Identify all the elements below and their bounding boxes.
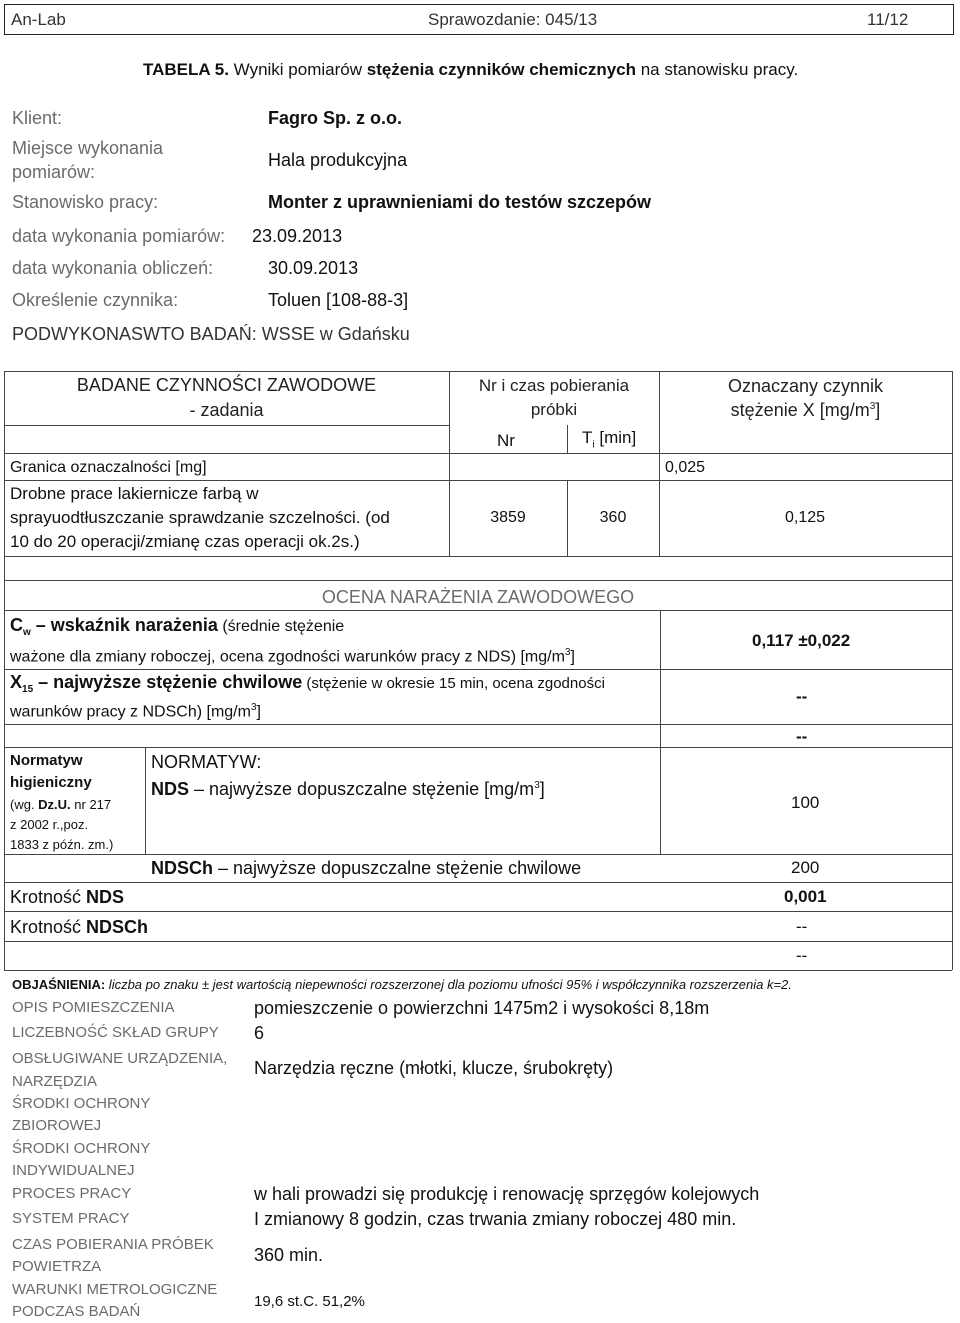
table-line: [4, 425, 449, 426]
normatyw-ref-c: nr 217: [70, 797, 112, 812]
explanation-label: OBJAŚNIENIA:: [12, 977, 106, 992]
table-line: [449, 371, 450, 556]
nds-unit-close: ]: [539, 779, 545, 799]
detail-value-process: w hali prowadzi się produkcję i renowację sprzęgów kolejowych: [254, 1184, 760, 1204]
detection-limit-value: 0,025: [665, 459, 706, 476]
table-line: [4, 480, 952, 481]
detail-value-metrology: 19,6 st.C. 51,2%: [254, 1293, 365, 1310]
location-value: Hala produkcyjna: [268, 150, 408, 170]
x15-symbol: X: [10, 672, 23, 692]
krotnosc-nds-label: [10, 887, 124, 908]
cw-desc-line2: [10, 647, 575, 666]
x15-desc-1: (stężenie w okresie 15 min, ocena zgodności: [302, 675, 605, 692]
nds-desc: – najwyższe dopuszczalne stężenie [mg/m: [189, 779, 535, 799]
assessment-line: [4, 854, 952, 855]
cw-unit-close: ]: [570, 648, 575, 666]
krotnosc-nds-bold: NDS: [86, 887, 125, 907]
assessment-line: [660, 610, 661, 854]
krotnosc-ndsch-bold: NDSCh: [86, 917, 149, 937]
subcontractor-line: PODWYKONASWTO BADAŃ: WSSE w Gdańsku: [12, 324, 410, 344]
detail-value-room: pomieszczenie o powierzchni 1475m2 i wysokości 8,18m: [254, 998, 710, 1018]
x15-value: --: [796, 687, 808, 706]
x15-unit-close: ]: [256, 703, 261, 721]
ti-subscript: i: [592, 439, 595, 451]
header-page-number: 11/12: [867, 10, 909, 29]
workstation-value: Monter z uprawnieniami do testów szczepów: [268, 192, 652, 212]
normatyw-label-3: [10, 797, 111, 812]
assessment-border-bottom: [4, 970, 952, 971]
col-activities-title: BADANE CZYNNOŚCI ZAWODOWE: [76, 375, 377, 395]
last-row-value: --: [796, 946, 808, 965]
nds-value: 100: [791, 793, 820, 812]
ti-symbol: T: [582, 428, 593, 447]
nds-label: NDS: [151, 779, 190, 799]
sample-nr-value: 3859: [490, 509, 526, 526]
explanation-text: liczba po znaku ± jest wartością niepewności rozszerzonej dla poziomu ufności 95% i współczynnika rozszerzenia k=2.: [105, 977, 792, 992]
assessment-line: [4, 941, 952, 942]
assessment-line: [4, 610, 952, 611]
concentration-value: 0,125: [785, 509, 826, 526]
location-label-line2: pomiarów:: [12, 162, 96, 182]
workstation-label: Stanowisko pracy:: [12, 192, 159, 212]
table-border-right: [952, 371, 953, 580]
col-agent-unit-sup: 3: [869, 401, 876, 412]
ndsch-value: 200: [791, 858, 820, 877]
x15-row-label: [10, 672, 605, 695]
assessment-title: OCENA NARAŻENIA ZAWODOWEGO: [321, 587, 635, 607]
location-label-line1: Miejsce wykonania: [12, 138, 164, 158]
assessment-border-right: [952, 580, 953, 970]
client-label: Klient:: [12, 108, 63, 128]
table-border-top: [4, 371, 952, 372]
task-line-1: Drobne prace lakiernicze farbą w: [10, 484, 259, 503]
table-title-part-a: Wyniki pomiarów: [228, 60, 367, 79]
cw-row-label: [10, 615, 344, 638]
nds-definition: [151, 779, 545, 800]
nds-unit-sup: 3: [534, 780, 540, 791]
normatyw-label-1: Normatyw: [10, 752, 83, 769]
col-sample-title: Nr i czas pobierania: [478, 376, 630, 395]
cw-value: 0,117 ±0,022: [752, 631, 851, 650]
assessment-line: [145, 747, 146, 854]
normatyw-label-2: higieniczny: [10, 774, 92, 791]
task-line-3: 10 do 20 operacji/zmianę czas operacji ok.2s.): [10, 532, 360, 551]
measurement-date-value: 23.09.2013: [252, 226, 343, 246]
cw-desc-1: (średnie stężenie: [217, 618, 345, 635]
sample-ti-value: 360: [599, 509, 627, 526]
cw-symbol: C: [10, 615, 23, 635]
table-line: [659, 480, 660, 556]
detail-value-group: 6: [254, 1023, 265, 1043]
header-report-number: Sprawozdanie: 045/13: [428, 10, 598, 29]
report-header: [4, 4, 954, 35]
krotnosc-nds-value: 0,001: [784, 887, 827, 906]
col-agent-unit: stężenie X $[mg/m^3]$: [730, 400, 881, 420]
ti-unit: [min]: [594, 428, 637, 447]
detail-label-collective-protection: ŚRODKI OCHRONY ZBIOROWEJ: [12, 1095, 151, 1134]
task-line-2: sprayuodtłuszczanie sprawdzanie szczelności. (od: [10, 508, 390, 527]
table-title-prefix: TABELA 5.: [143, 60, 229, 79]
table-title-part-c: na stanowisku pracy.: [636, 60, 799, 79]
detail-label-equipment: OBSŁUGIWANE URZĄDZENIA, NARZĘDZIA: [12, 1050, 228, 1090]
col-activities-sub: - zadania: [189, 400, 264, 420]
calculation-date-label: data wykonania obliczeń:: [12, 258, 214, 278]
agent-label: Określenie czynnika:: [12, 290, 179, 310]
table-line: [567, 425, 568, 453]
assessment-line: [4, 882, 952, 883]
cw-unit-sup: 3: [564, 647, 571, 658]
assessment-line: [4, 911, 952, 912]
detection-limit-label: Granica oznaczalności [mg]: [10, 459, 207, 476]
normatyw-label-4: z 2002 r.,poz.: [10, 817, 89, 832]
detail-value-sampling-time: 360 min.: [254, 1245, 324, 1265]
table-title: [143, 60, 798, 80]
explanation-note: [12, 977, 792, 992]
calculation-date-value: 30.09.2013: [268, 258, 359, 278]
normatyw-ref-b: Dz.U.: [38, 797, 71, 812]
krotnosc-ndsch-label: [10, 917, 148, 938]
ndsch-label: NDSCh: [151, 858, 213, 878]
x15-title: – najwyższe stężenie chwilowe: [33, 672, 303, 692]
detail-label-room: OPIS POMIESZCZENIA: [12, 999, 175, 1016]
detail-label-work-system: SYSTEM PRACY: [12, 1210, 130, 1227]
krotnosc-ndsch-value: --: [796, 917, 808, 936]
table-line: [4, 556, 952, 557]
detail-label-process: PROCES PRACY: [12, 1185, 132, 1202]
x15-unit-sup: 3: [250, 702, 257, 713]
detail-label-group: LICZEBNOŚĆ SKŁAD GRUPY: [12, 1024, 219, 1041]
col-agent-title: Oznaczany czynnik: [727, 376, 884, 396]
col-sample-ti: [582, 428, 636, 450]
detail-label-individual-protection: ŚRODKI OCHRONY INDYWIDUALNEJ: [12, 1140, 151, 1179]
detail-value-equipment: Narzędzia ręczne (młotki, klucze, śrubokręty): [254, 1058, 614, 1078]
col-sample-nr: Nr: [497, 431, 515, 450]
header-lab-name: An-Lab: [11, 10, 66, 29]
x15-desc-line2: [10, 702, 261, 721]
table-line: [4, 580, 952, 581]
agent-value: Toluen [108-88-3]: [268, 290, 409, 310]
assessment-line: [4, 724, 952, 725]
col-agent-unit-text: stężenie X [mg/m: [730, 400, 870, 420]
x15-desc-2: warunków pracy z NDSCh) [mg/m: [10, 703, 251, 721]
table-title-bold: stężenia czynników chemicznych: [366, 60, 636, 79]
detail-value-work-system: I zmianowy 8 godzin, czas trwania zmiany roboczej 480 min.: [254, 1209, 737, 1229]
normatyw-ref-a: (wg.: [10, 797, 39, 812]
table-line: [4, 453, 952, 454]
client-value: Fagro Sp. z o.o.: [268, 108, 402, 128]
x15-subscript: 15: [22, 684, 34, 696]
normatyw-title: NORMATYW:: [151, 752, 262, 772]
ndsch-desc: – najwyższe dopuszczalne stężenie chwilowe: [213, 858, 582, 878]
cw-subscript: w: [23, 627, 31, 639]
cw-desc-2: ważone dla zmiany roboczej, ocena zgodności warunków pracy z NDS) [mg/m: [10, 648, 565, 666]
assessment-line: [4, 747, 952, 748]
assessment-line: [4, 669, 952, 670]
detail-label-sampling-time: CZAS POBIERANIA PRÓBEK POWIETRZA: [12, 1236, 214, 1275]
krotnosc-ndsch-prefix: Krotność: [10, 917, 87, 937]
measurement-date-label: data wykonania pomiarów:: [12, 226, 226, 246]
cw-title: – wskaźnik narażenia: [30, 615, 218, 635]
normatyw-label-5: 1833 z późn. zm.): [10, 837, 114, 852]
ndsch-definition: [151, 858, 581, 879]
col-sample-sub: próbki: [530, 400, 578, 419]
extra-value: --: [796, 727, 808, 746]
krotnosc-nds-prefix: Krotność: [10, 887, 87, 907]
detail-label-metrology: WARUNKI METROLOGICZNE PODCZAS BADAŃ: [12, 1281, 218, 1320]
